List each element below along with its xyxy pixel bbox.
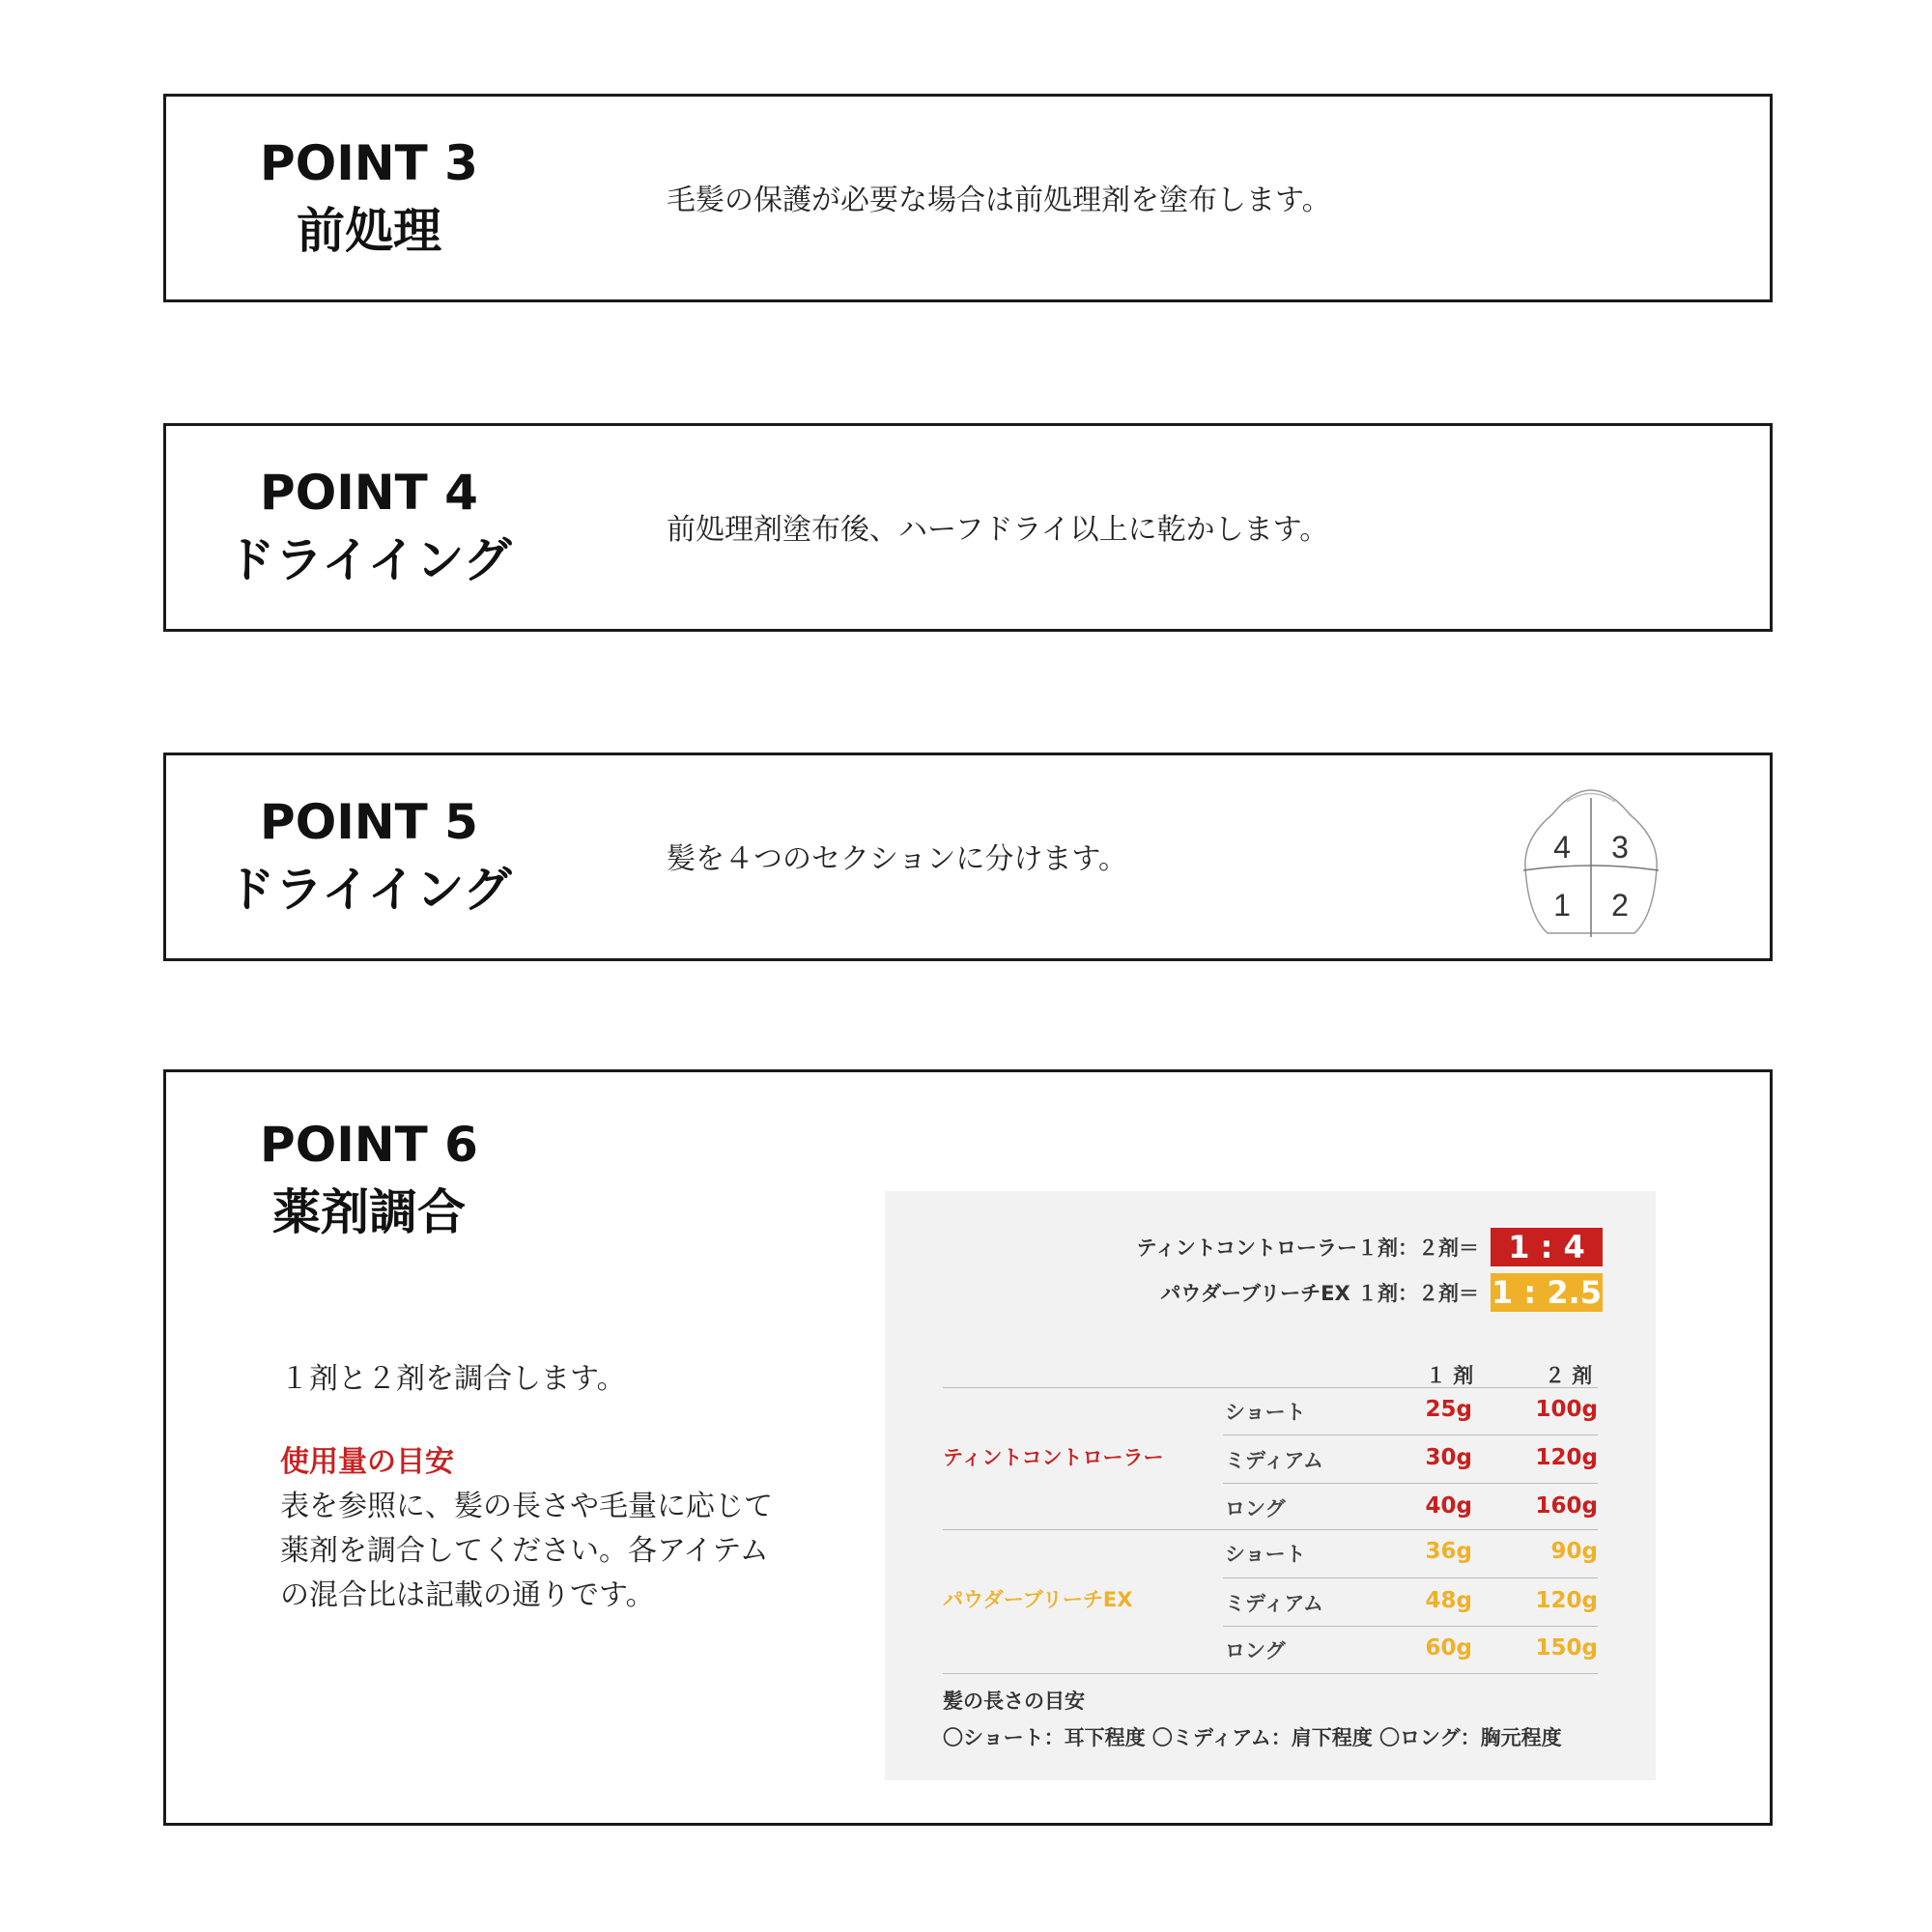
- table-divider: [943, 1529, 1598, 1530]
- column-header-agent-1: １ 剤: [1426, 1364, 1474, 1387]
- usage-guide-title: 使用量の目安: [280, 1445, 454, 1479]
- point-6-card: [163, 1069, 1773, 1826]
- ratio-label: ティントコントローラー１剤：２剤＝: [1136, 1236, 1479, 1260]
- usage-guide-line: 薬剤を調合してください。各アイテム: [280, 1534, 769, 1568]
- ratio-row-tint: [1137, 1228, 1603, 1266]
- table-cell-length: ロング: [1225, 1497, 1286, 1520]
- mix-table-panel: [885, 1191, 1656, 1780]
- table-cell-agent-1: 60g: [1425, 1635, 1472, 1661]
- point-5-description: 髪を４つのセクションに分けます。: [667, 842, 1127, 876]
- point-3-label: POINT 3: [260, 135, 478, 191]
- table-divider: [943, 1673, 1598, 1674]
- point-4-description: 前処理剤塗布後、ハーフドライ以上に乾かします。: [667, 513, 1329, 547]
- point-6-text: [280, 1357, 860, 1618]
- table-cell-length: ミディアム: [1225, 1449, 1323, 1472]
- table-cell-agent-2: 120g: [1535, 1588, 1598, 1613]
- usage-guide-line: の混合比は記載の通りです。: [280, 1578, 655, 1612]
- table-divider: [1223, 1626, 1598, 1627]
- ratio-label: パウダーブリーチEX １剤：２剤＝: [1160, 1282, 1479, 1305]
- table-cell-length: ロング: [1225, 1639, 1286, 1662]
- table-cell-agent-1: 36g: [1425, 1539, 1472, 1564]
- table-cell-agent-1: 40g: [1425, 1493, 1472, 1519]
- group-label-bleach: パウダーブリーチEX: [943, 1588, 1133, 1611]
- table-cell-agent-2: 100g: [1535, 1397, 1598, 1422]
- point-4-title: [224, 459, 514, 594]
- table-cell-agent-2: 150g: [1535, 1635, 1598, 1661]
- table-cell-agent-1: 25g: [1425, 1397, 1472, 1422]
- table-cell-agent-2: 120g: [1535, 1445, 1598, 1470]
- head-sections-diagram: [1514, 771, 1668, 945]
- hair-length-note: 〇ショート：耳下程度 〇ミディアム：肩下程度 〇ロング：胸元程度: [943, 1726, 1562, 1749]
- table-divider: [943, 1387, 1598, 1388]
- point-3-heading: 前処理: [297, 203, 441, 259]
- ratio-badge: 1 : 2.5: [1491, 1274, 1603, 1311]
- table-divider: [1223, 1483, 1598, 1484]
- section-1-number: 1: [1553, 888, 1571, 923]
- point-4-label: POINT 4: [260, 465, 478, 521]
- table-cell-length: ショート: [1225, 1401, 1306, 1424]
- section-2-number: 2: [1611, 888, 1629, 923]
- point-3-description: 毛髪の保護が必要な場合は前処理剤を塗布します。: [667, 184, 1331, 217]
- point-5-card: [163, 753, 1773, 961]
- point-5-title: [224, 788, 514, 923]
- table-cell-agent-1: 48g: [1425, 1588, 1472, 1613]
- point-5-heading: ドライイング: [226, 862, 512, 918]
- point-6-label: POINT 6: [260, 1117, 478, 1173]
- point-4-card: [163, 423, 1773, 632]
- table-cell-agent-1: 30g: [1425, 1445, 1472, 1470]
- section-4-number: 4: [1553, 830, 1571, 865]
- table-cell-agent-2: 90g: [1550, 1539, 1598, 1564]
- point-6-title: [224, 1111, 514, 1246]
- section-3-number: 3: [1611, 830, 1629, 865]
- table-cell-length: ショート: [1225, 1543, 1306, 1566]
- table-cell-length: ミディアム: [1225, 1592, 1323, 1615]
- point-3-card: [163, 94, 1773, 302]
- usage-guide-line: 表を参照に、髪の長さや毛量に応じて: [280, 1490, 773, 1523]
- mix-instruction: １剤と２剤を調合します。: [280, 1362, 626, 1396]
- table-cell-agent-2: 160g: [1535, 1493, 1598, 1519]
- hair-length-note-title: 髪の長さの目安: [943, 1690, 1085, 1713]
- table-divider: [1223, 1577, 1598, 1578]
- point-6-heading: 薬剤調合: [272, 1184, 466, 1240]
- point-5-label: POINT 5: [260, 794, 478, 850]
- point-4-heading: ドライイング: [226, 532, 512, 588]
- group-label-tint: ティントコントローラー: [943, 1446, 1164, 1469]
- point-3-title: [224, 129, 514, 265]
- ratio-badge: 1 : 4: [1491, 1228, 1603, 1266]
- ratio-row-bleach: [1160, 1273, 1603, 1312]
- column-header-agent-2: ２ 剤: [1545, 1364, 1593, 1387]
